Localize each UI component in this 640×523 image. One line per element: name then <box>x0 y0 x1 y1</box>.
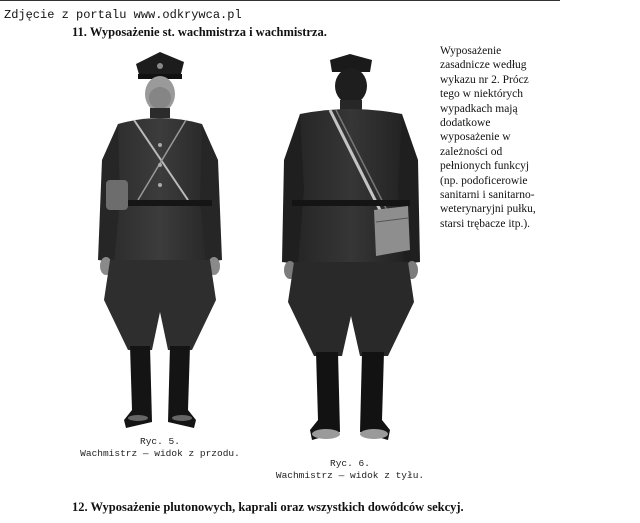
description-line: dodatkowe <box>440 117 491 130</box>
description-line: zasadnicze według <box>440 59 527 72</box>
soldier-back-photo <box>272 50 432 450</box>
description-line: wyposażenie w <box>440 131 511 144</box>
description-line: (np. podoficerowie <box>440 174 528 187</box>
source-note: Zdjęcie z portalu www.odkrywca.pl <box>4 8 242 22</box>
description-line: pełnionych funkcyj <box>440 160 530 173</box>
description-line: weterynaryjni pułku, <box>440 203 536 216</box>
top-rule <box>0 0 560 1</box>
description-line: tego w niektórych <box>440 88 524 101</box>
soldier-front-photo <box>88 50 238 440</box>
description-line: zależności od <box>440 145 503 158</box>
description-line: starsi trębacze itp.). <box>440 217 531 230</box>
figure-5-number: Ryc. 5. <box>140 436 180 447</box>
section-12-heading: 12. Wyposażenie plutonowych, kaprali oraz wszystkich dowódców sekcyj. <box>72 500 464 514</box>
description-line: wypadkach mają <box>440 102 518 115</box>
description-line: sanitarni i sanitarno- <box>440 189 535 202</box>
description-line: Wyposażenie <box>440 45 502 57</box>
figure-6-caption <box>268 458 432 482</box>
description-line: wykazu nr 2. Prócz <box>440 73 529 86</box>
description-text <box>440 44 556 231</box>
section-11-heading: 11. Wyposażenie st. wachmistrza i wachmistrza. <box>72 25 327 39</box>
figure-6-number: Ryc. 6. <box>330 458 370 469</box>
figure-6-text: Wachmistrz — widok z tyłu. <box>275 470 425 481</box>
figure-5-text: Wachmistrz — widok z przodu. <box>80 448 240 459</box>
figure-5-caption <box>60 436 260 460</box>
